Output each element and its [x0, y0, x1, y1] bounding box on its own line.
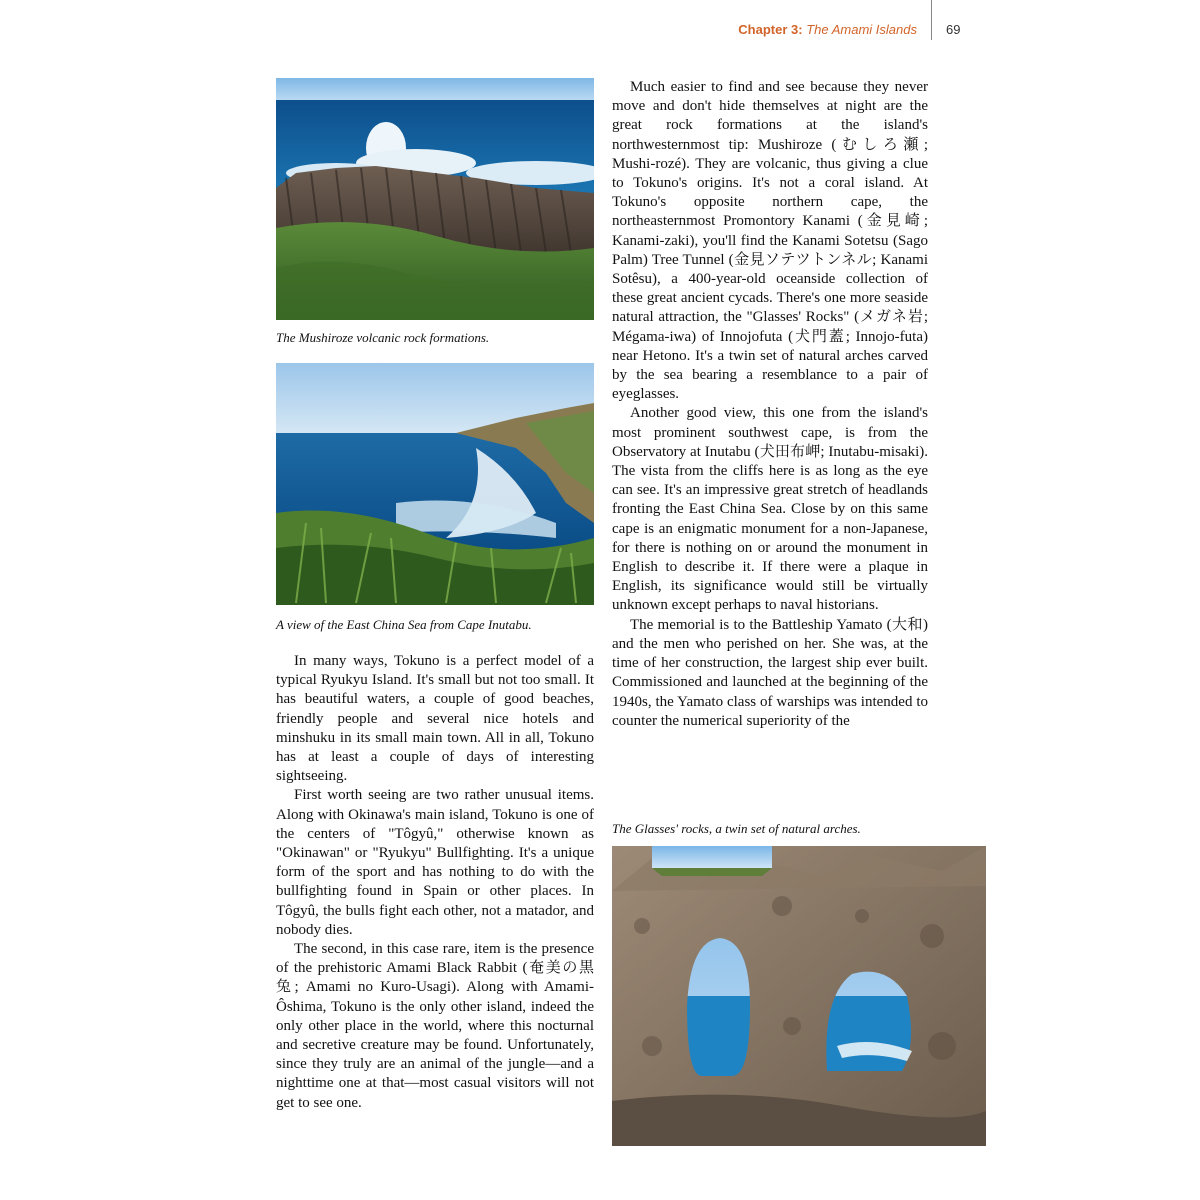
header-divider: [931, 0, 932, 40]
paragraph: The memorial is to the Battleship Yamato (大和) and the men who perished on her. She was, at the time of her construction, the largest ship ever built. Commissioned and launched at the beginning of the 1940s, the Yamato class of warships was intended to counter the numerical superiority of the: [612, 616, 928, 729]
photo-cape-inutabu: [276, 363, 594, 605]
chapter-heading: [738, 22, 917, 37]
figure-caption-3: The Glasses' rocks, a twin set of natural arches.: [612, 821, 861, 836]
chapter-title: The Amami Islands: [806, 22, 917, 37]
paragraph: Another good view, this one from the island's most prominent southwest cape, is from the Observatory at Inutabu (犬田布岬; Inutabu-misaki). The vista from the cliffs here is as long as the eye can see. It's an impressive great stretch of headlands fronting the East China Sea. Close by on this same cape is an enigmatic monument for a non-Japanese, for there is nothing on or around the monument in English to describe it. If there were a plaque in English, its significance would still be virtually unknown except perhaps to naval historians.: [612, 405, 928, 614]
paragraph: First worth seeing are two rather unusual items. Along with Okinawa's main island, Tokuno is one of the centers of "Tôgyû," otherwise known as "Okinawan" or "Ryukyu" Bullfighting. It's a unique form of the sport and has nothing to do with the bullfighting found in Spain or other places. In Tôgyû, the bulls fight each other, not a matador, and nobody dies.: [276, 787, 594, 938]
chapter-label: Chapter 3:: [738, 22, 803, 37]
figure-caption-1: The Mushiroze volcanic rock formations.: [276, 330, 490, 345]
paragraph: Much easier to find and see because they never move and don't hide themselves at night are the great rock formations at the island's northwesternmost tip: Mushiroze (むしろ瀬; Mushi-rozé). They are volcanic, thus giving a clue to Tokuno's origins. It's not a coral island. At Tokuno's opposite northern cape, the northeasternmost Promontory Kanami (金見崎; Kanami-zaki), you'll find the Kanami Sotetsu (Sago Palm) Tree Tunnel (金見ソテツトンネル; Kanami Sotêsu), a 400-year-old oceanside collection of these great ancient cycads. There's one more seaside natural attraction, the "Glasses' Rocks" (メガネ岩; Mégama-iwa) of Innojofuta (犬門蓋; Innojo-futa) near Hetono. It's a twin set of natural arches carved by the sea bearing a resemblance to a pair of eyeglasses.: [612, 79, 928, 403]
right-text-column: [612, 78, 928, 731]
page-number: 69: [946, 22, 961, 37]
running-header: [700, 22, 965, 42]
photo-glasses-rocks: [612, 846, 986, 1146]
figure-caption-2: A view of the East China Sea from Cape Inutabu.: [276, 617, 532, 632]
left-text-column: [276, 652, 594, 1113]
paragraph: The second, in this case rare, item is the presence of the prehistoric Amami Black Rabbit (奄美の黒兔; Amami no Kuro-Usagi). Along with Amami-Ôshima, Tokuno is the only other island, indeed the only other place in the world, where this nocturnal and secretive creature may be found. Unfortunately, since they truly are an animal of the jungle—and a nighttime one at that—most casual visitors will not get to see one.: [276, 941, 594, 1111]
photo-mushiroze-rocks: [276, 78, 594, 320]
paragraph: In many ways, Tokuno is a perfect model of a typical Ryukyu Island. It's small but not too small. It has beautiful waters, a couple of good beaches, friendly people and several nice hotels and minshuku in its small main town. All in all, Tokuno has at least a couple of days of interesting sightseeing.: [276, 653, 594, 785]
